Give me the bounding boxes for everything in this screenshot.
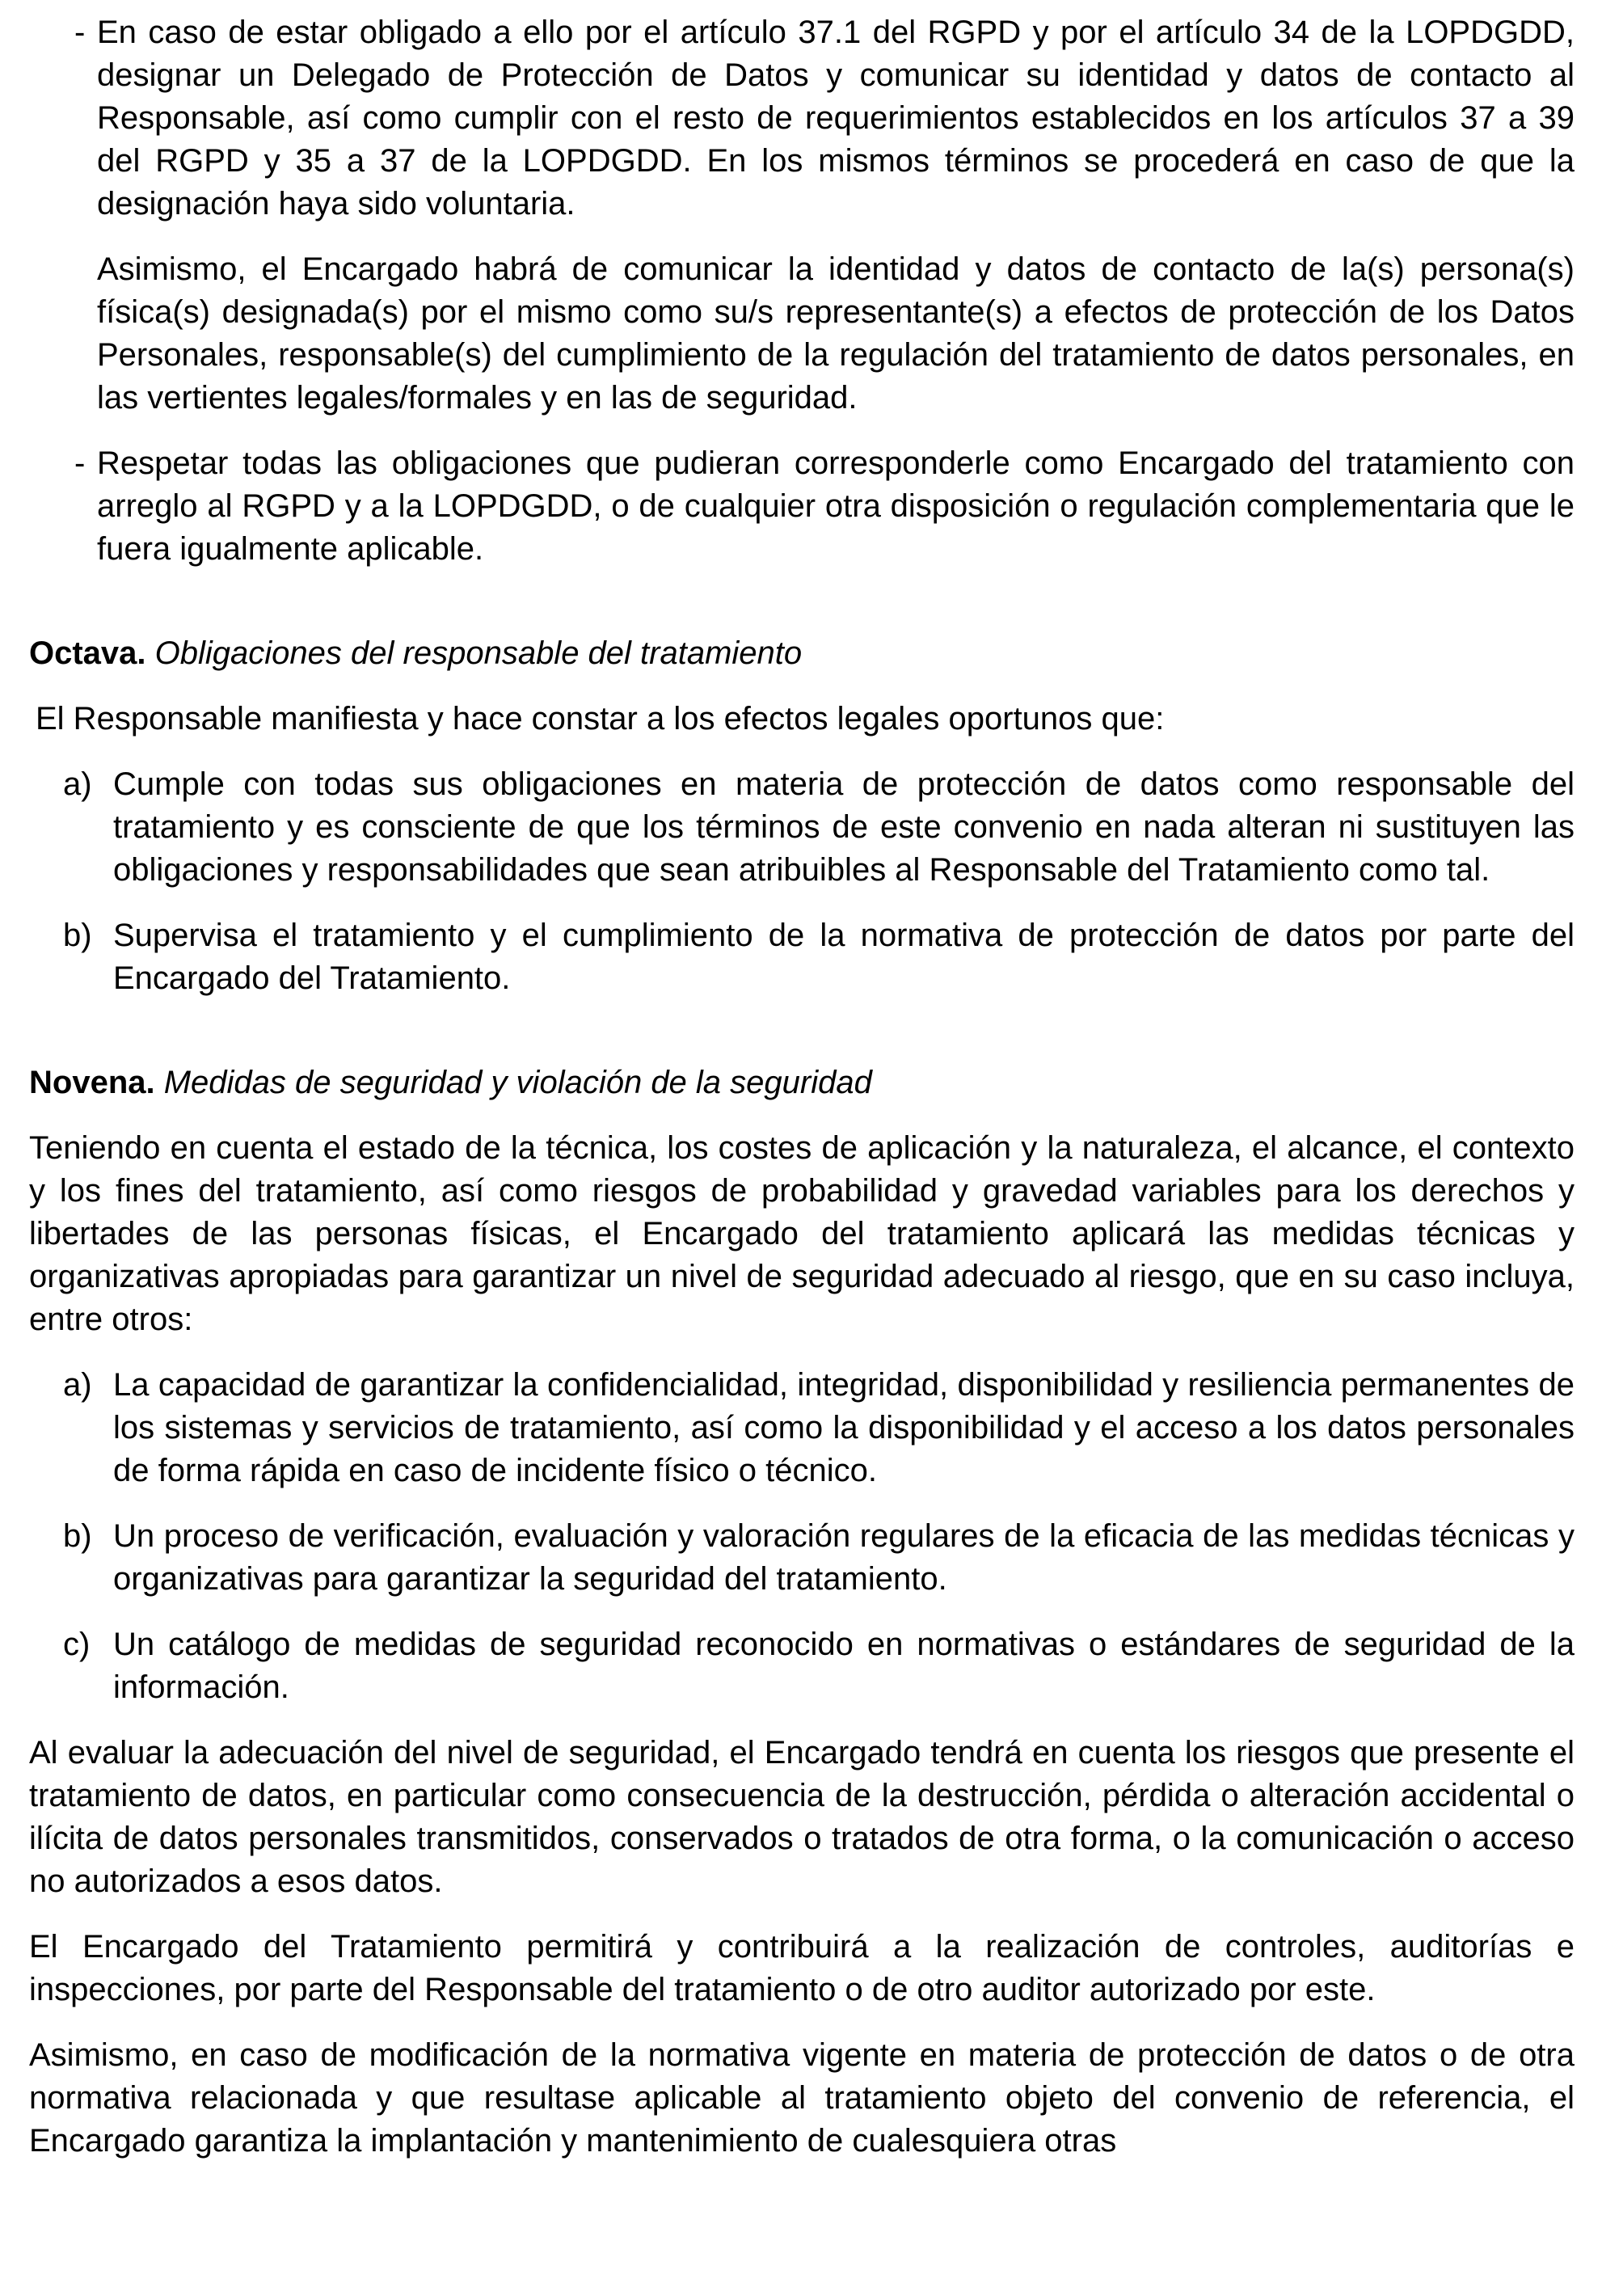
dash-list-item [29,11,1575,226]
continuation-paragraph [97,248,1575,420]
dash-bullet: - [74,445,86,481]
lettered-list-item-a [29,763,1575,892]
item-letter: b) [63,1518,92,1554]
lettered-list-item-a [29,1364,1575,1492]
paragraph [29,1926,1575,2011]
paragraph [29,2034,1575,2163]
item-letter: b) [63,918,92,953]
heading-title: Obligaciones del responsable del tratamiento [154,635,803,671]
heading-title: Medidas de seguridad y violación de la seguridad [163,1065,872,1100]
paragraph [29,698,1575,741]
paragraph-text: El Encargado del Tratamiento permitirá y contribuirá a la realización de controles, auditorías e inspecciones, por parte del Responsable del tratamiento o de otro auditor autorizado por este. [29,1929,1575,2007]
item-letter: a) [63,1367,92,1403]
item-letter: c) [63,1627,91,1662]
lettered-list-item-c [29,1623,1575,1709]
heading-ordinal: Octava. [29,635,146,671]
lettered-list-item-b [29,914,1575,1000]
lettered-item-text: Un catálogo de medidas de seguridad reconocido en normativas o estándares de seguridad de la información. [113,1627,1575,1705]
dash-item-text: Respetar todas las obligaciones que pudieran corresponderle como Encargado del tratamiento con arreglo al RGPD y a la LOPDGDD, o de cualquier otra disposición o regulación complementaria que le fuera igualmente aplicable. [97,445,1575,567]
paragraph-text: Al evaluar la adecuación del nivel de seguridad, el Encargado tendrá en cuenta los riesgos que presente el tratamiento de datos, en particular como consecuencia de la destrucción, pérdida o alteración accidental o ilícita de datos personales transmitidos, conservados o tratados de otra forma, o la comunicación o acceso no autorizados a esos datos. [29,1735,1575,1899]
dash-bullet: - [74,15,86,50]
heading-ordinal: Novena. [29,1065,155,1100]
lettered-list-item-b [29,1515,1575,1601]
paragraph-text: Asimismo, el Encargado habrá de comunicar la identidad y datos de contacto de la(s) persona(s) física(s) designada(s) por el mismo como su/s representante(s) a efectos de protección de los Datos Personales, responsable(s) del cumplimiento de la regulación del tratamiento de datos personales, en las vertientes legales/formales y en las de seguridad. [97,251,1575,416]
paragraph [29,1732,1575,1903]
lettered-item-text: La capacidad de garantizar la confidencialidad, integridad, disponibilidad y resiliencia permanentes de los sistemas y servicios de tratamiento, así como la disponibilidad y el acceso a los datos personales de forma rápida en caso de incidente físico o técnico. [113,1367,1575,1488]
section-heading-novena [29,1061,1575,1104]
lettered-item-text: Cumple con todas sus obligaciones en materia de protección de datos como responsable del tratamiento y es consciente de que los términos de este convenio en nada alteran ni sustituyen las obligaciones y responsabilidades que sean atribuibles al Responsable del Tratamiento como tal. [113,766,1575,888]
item-letter: a) [63,766,92,802]
dash-item-text: En caso de estar obligado a ello por el artículo 37.1 del RGPD y por el artículo 34 de la LOPDGDD, designar un Delegado de Protección de Datos y comunicar su identidad y datos de contacto al Responsable, así como cumplir con el resto de requerimientos establecidos en los artículos 37 a 39 del RGPD y 35 a 37 de la LOPDGDD. En los mismos términos se procederá en caso de que la designación haya sido voluntaria. [97,15,1575,222]
paragraph-text: Teniendo en cuenta el estado de la técnica, los costes de aplicación y la naturaleza, el alcance, el contexto y los fines del tratamiento, así como riesgos de probabilidad y gravedad variables para los derechos y libertades de las personas físicas, el Encargado del tratamiento aplicará las medidas técnicas y organizativas apropiadas para garantizar un nivel de seguridad adecuado al riesgo, que en su caso incluya, entre otros: [29,1130,1575,1337]
lettered-item-text: Supervisa el tratamiento y el cumplimiento de la normativa de protección de datos por parte del Encargado del Tratamiento. [113,918,1575,996]
lettered-item-text: Un proceso de verificación, evaluación y valoración regulares de la eficacia de las medidas técnicas y organizativas para garantizar la seguridad del tratamiento. [113,1518,1575,1597]
dash-list-item [29,442,1575,571]
section-heading-octava [29,632,1575,675]
paragraph-text: Asimismo, en caso de modificación de la normativa vigente en materia de protección de datos o de otra normativa relacionada y que resultase aplicable al tratamiento objeto del convenio de referencia, el Encargado garantiza la implantación y mantenimiento de cualesquiera otras [29,2037,1575,2159]
paragraph-text: El Responsable manifiesta y hace constar a los efectos legales oportunos que: [36,701,1165,736]
paragraph [29,1127,1575,1341]
